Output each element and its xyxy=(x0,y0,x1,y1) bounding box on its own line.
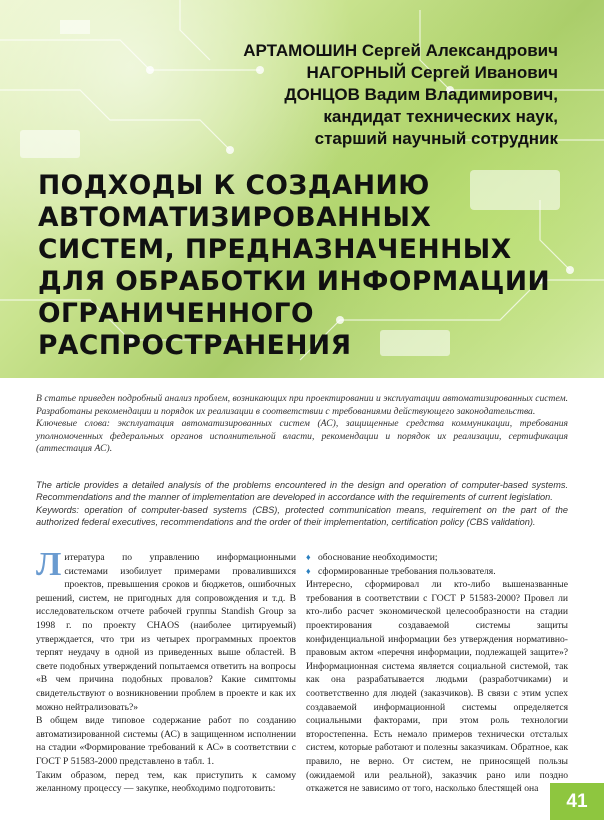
header-image xyxy=(0,0,604,378)
abstract-en: The article provides a detailed analysis of the problems encountered in the design and operation of computer-based systems. Recommendations and the manner of implementation are developed in accordance with the requirements of current legislation. xyxy=(36,480,568,503)
keywords-en: Keywords: operation of computer-based systems (CBS), protected communication means, requirement on the part of the authorized federal executives, recommendations and the order of their implementation, certification policy (CBS validation). xyxy=(36,504,568,528)
abstract-ru: В статье приведен подробный анализ проблем, возникающих при проектировании и эксплуатации автоматизированных систем. Разработаны рекомендации и порядок их реализации в соответствии с требованиями действующего законодательства. xyxy=(36,393,568,417)
title-line: РАСПРОСТРАНЕНИЯ xyxy=(38,330,352,361)
list-item-text: сформированные требования пользователя. xyxy=(318,565,496,577)
paragraph-text: итература по управлению информационными системами изобилует примерами провалившихся проектов, превышения сроков и бюджетов, ошибочных решений, систем, не пригодных для сопровождения и т.д. В исследовательском отчете рабочей группы Standish Group за 1998 г. по проекту CHAOS (наиболее цитируемый) утверждается, что три из четырех программных проектов терпят неудачу в одной из приведенных выше областей. В свете подобных утверждений попытаемся ответить на вопросы «В чем причина подобных провалов? Какие симптомы свидетельствуют о возникновении проблем в проекте и как их можно нейтрализовать?» xyxy=(36,552,296,713)
author-2: НАГОРНЫЙ Сергей Иванович xyxy=(306,63,558,82)
paragraph xyxy=(36,546,296,714)
author-position: старший научный сотрудник xyxy=(314,129,558,148)
body-column-left xyxy=(36,546,296,796)
abstract-en-block xyxy=(36,479,568,529)
body-column-right xyxy=(306,551,568,796)
abstract-ru-block xyxy=(36,393,568,456)
list-item xyxy=(306,565,568,579)
title-line: ОГРАНИЧЕННОГО xyxy=(38,298,315,329)
diamond-bullet-icon: ♦ xyxy=(306,565,311,576)
author-degree: кандидат технических наук, xyxy=(323,107,558,126)
keywords-ru: Ключевые слова: эксплуатация автоматизированных систем (АС), защищенные средства коммуникации, требования уполномоченных федеральных органов исполнительной власти, рекомендации и порядок их реализации, сертификация (аттестация АС). xyxy=(36,418,568,455)
paragraph: Таким образом, перед тем, как приступить к самому желанному процессу — закупке, необходимо подготовить: xyxy=(36,769,296,795)
page-number: 41 xyxy=(550,783,604,820)
title-line: ДЛЯ ОБРАБОТКИ ИНФОРМАЦИИ xyxy=(38,266,551,297)
authors-block xyxy=(243,40,558,150)
author-3: ДОНЦОВ Вадим Владимирович, xyxy=(284,85,558,104)
article-title xyxy=(38,170,578,362)
paragraph: В общем виде типовое содержание работ по созданию автоматизированной системы (АС) в защищенном исполнении на стадии «Формирование требований к АС» в соответствии с ГОСТ Р 51583-2000 представлено в табл. 1. xyxy=(36,715,296,767)
title-line: АВТОМАТИЗИРОВАННЫХ xyxy=(38,202,432,233)
author-1: АРТАМОШИН Сергей Александрович xyxy=(243,41,558,60)
paragraph: Интересно, сформировал ли кто-либо вышеназванные требования в соответствии с ГОСТ Р 51583-2000? Провел ли кто-либо расчет экономической целесообразности на стадии проектирования создаваемой системы защиты конфиденциальной информации без утверждения нормативно-правовым актом «перечня информации, подлежащей защите»? Информационная система является социальной системой, так как она разрабатывается людьми (разработчиками) и соответственно для людей (заказчиков). В связи с этим успех создаваемой информационной системы определяется социальными факторами, при этом роль технологии второстепенна. Есть немало примеров технически отсталых систем, которые работают и полезны заказчикам. Обратное, как правило, не верно. От систем, не приносящей пользы (ожидаемой или реальной), заказчик рано или поздно откажется не зависимо от того, насколько блестящей она xyxy=(306,579,568,795)
title-line: СИСТЕМ, ПРЕДНАЗНАЧЕННЫХ xyxy=(38,234,512,265)
list-item-text: обоснование необходимости; xyxy=(318,552,438,563)
list-item xyxy=(306,551,568,565)
drop-cap: Л xyxy=(36,546,62,583)
diamond-bullet-icon: ♦ xyxy=(306,552,311,562)
title-line: ПОДХОДЫ К СОЗДАНИЮ xyxy=(38,170,430,201)
